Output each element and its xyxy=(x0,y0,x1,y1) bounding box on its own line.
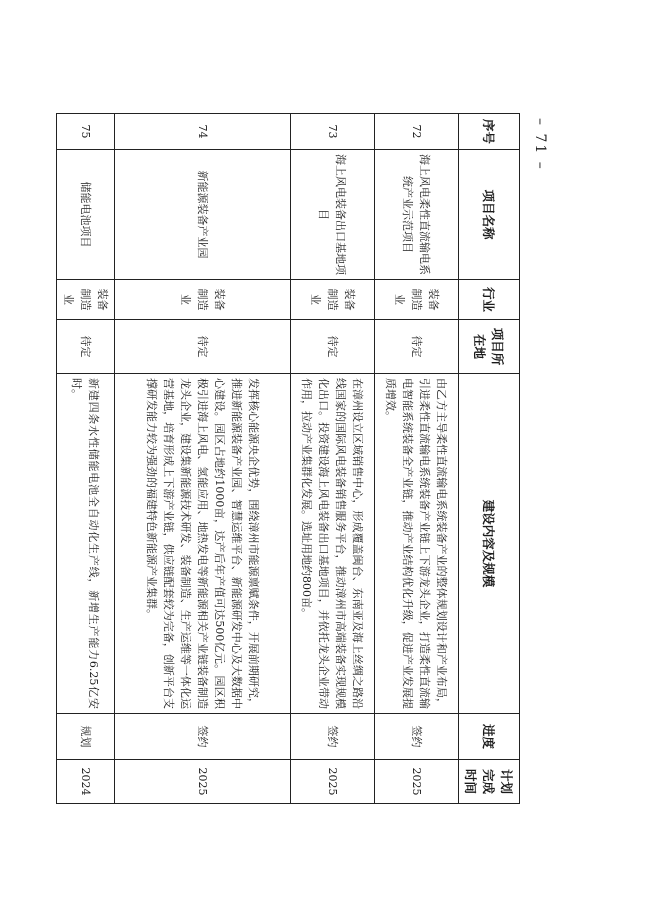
table-row xyxy=(291,114,375,804)
cell-industry: 装备制造业 xyxy=(375,280,459,320)
cell-content: 新建四条水性储能电池全自动化生产线，新增生产能力6.25亿安时。 xyxy=(57,374,115,714)
project-table xyxy=(56,113,520,804)
cell-industry: 装备制造业 xyxy=(57,280,115,320)
cell-progress: 签约 xyxy=(291,714,375,760)
cell-completion: 2024 xyxy=(57,760,115,804)
header-name: 项目名称 xyxy=(459,150,520,280)
cell-completion: 2025 xyxy=(115,760,291,804)
cell-name: 储能电池项目 xyxy=(57,150,115,280)
cell-completion: 2025 xyxy=(291,760,375,804)
cell-industry: 装备制造业 xyxy=(291,280,375,320)
cell-content: 在漳州设立区域销售中心，形成覆盖闽台、东南亚及海上丝绸之路沿线国家的国际风电装备销售服务平台，推动漳州市高端装备实现规模化出口。投资建设海上风电装备出口基地项目，并依托龙头企业带动作用，拉动产业集群化发展。选址用地约800亩。 xyxy=(291,374,375,714)
cell-name: 海上风电柔性直流输电系统产业示范项目 xyxy=(375,150,459,280)
cell-content: 由乙方主导柔性直流输电系统装备产业的整体规划设计和产业布局，引进柔性直流输电系统装备产业链上下游龙头企业，打造柔性直流输电智能系统装备全产业链，推动产业结构优化升级，促进产业发展提质增效。 xyxy=(375,374,459,714)
header-content: 建设内容及规模 xyxy=(459,374,520,714)
table-row xyxy=(57,114,115,804)
header-industry: 行业 xyxy=(459,280,520,320)
cell-progress: 规划 xyxy=(57,714,115,760)
cell-completion: 2025 xyxy=(375,760,459,804)
page-number: – 71 – xyxy=(532,118,548,171)
cell-seq: 74 xyxy=(115,114,291,150)
header-completion: 计划完成时间 xyxy=(459,760,520,804)
cell-location: 待定 xyxy=(57,320,115,374)
header-location: 项目所在地 xyxy=(459,320,520,374)
cell-seq: 72 xyxy=(375,114,459,150)
header-progress: 进度 xyxy=(459,714,520,760)
rotated-table-page xyxy=(62,113,520,803)
cell-location: 待定 xyxy=(291,320,375,374)
table-row xyxy=(115,114,291,804)
cell-content: 发挥核心能源央企优势，围绕漳州市能源禀赋条件，开展前期研究，推进新能源装备产业园、智慧运维平台、新能源研发中心及大数据中心建设。园区占地约1000亩，达产后年产值可达500亿元。园区积极引进海上风电、氢能应用、地热发电等新能源相关产业链装备制造龙头企业，建设集新能源技术研发、装备制造、生产运维等一体化运营基地，培育形成上下游产业链，供应链配套较为完备，创新平台支撑研发能力较为强劲的福建特色新能源产业集群。 xyxy=(115,374,291,714)
cell-seq: 73 xyxy=(291,114,375,150)
cell-industry: 装备制造业 xyxy=(115,280,291,320)
cell-seq: 75 xyxy=(57,114,115,150)
cell-progress: 签约 xyxy=(375,714,459,760)
header-seq: 序号 xyxy=(459,114,520,150)
cell-progress: 签约 xyxy=(115,714,291,760)
table-row xyxy=(375,114,459,804)
cell-name: 新能源装备产业园 xyxy=(115,150,291,280)
cell-location: 待定 xyxy=(115,320,291,374)
cell-name: 海上风电装备出口基地项目 xyxy=(291,150,375,280)
table-header-row xyxy=(459,114,520,804)
cell-location: 待定 xyxy=(375,320,459,374)
